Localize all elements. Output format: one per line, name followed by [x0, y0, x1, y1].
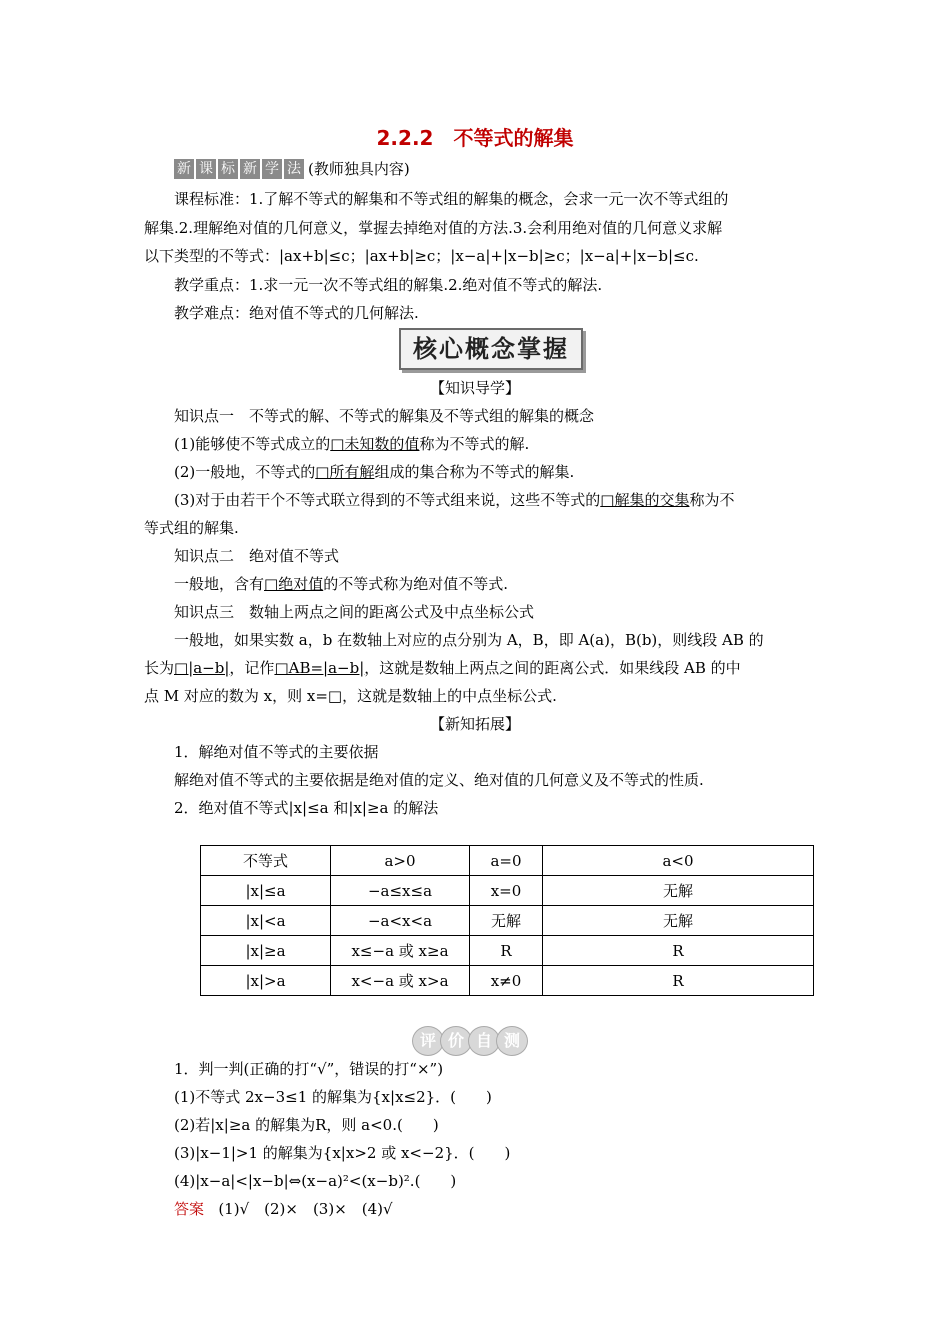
table-row — [201, 966, 814, 996]
text: 长为 — [144, 659, 175, 677]
table-row — [201, 936, 814, 966]
standards-line-3: 以下类型的不等式：|ax+b|≤c；|ax+b|≥c；|x−a|+|x−b|≥c；|x−a|+|x−b|≤c. — [144, 247, 699, 265]
tag-box: 标 — [218, 159, 238, 179]
quiz-answer — [174, 1198, 393, 1220]
eval-circle: 评 — [412, 1026, 444, 1056]
text: 称为不等式的解. — [419, 435, 530, 453]
k1-p2 — [174, 461, 574, 483]
table-cell: x<−a 或 x>a — [331, 966, 470, 996]
eval-circle: 自 — [468, 1026, 500, 1056]
k2-p — [174, 573, 508, 595]
table-header-cell: a<0 — [543, 846, 814, 876]
difficulty: 教学难点：绝对值不等式的几何解法. — [174, 304, 419, 322]
table-header-cell: 不等式 — [201, 846, 331, 876]
table-header-cell: a=0 — [470, 846, 543, 876]
k3-l1: 一般地，如果实数 a，b 在数轴上对应的点分别为 A，B，即 A(a)，B(b)，则线段 AB 的 — [174, 631, 764, 649]
answer-text: (1)√ (2)× (3)× (4)√ — [218, 1200, 393, 1218]
table-cell: −a≤x≤a — [331, 876, 470, 906]
fill-blank: □|a−b| — [174, 659, 230, 677]
k1-p3-cont: 等式组的解集. — [144, 519, 239, 537]
table-cell: R — [543, 936, 814, 966]
text: ，记作 — [229, 659, 275, 677]
table-header-cell: a>0 — [331, 846, 470, 876]
text: 称为不 — [689, 491, 735, 509]
table-cell: R — [470, 936, 543, 966]
solution-table — [200, 845, 814, 996]
guide-heading: 【知识导学】 — [429, 379, 520, 397]
tag-box: 学 — [262, 159, 282, 179]
fill-blank: □解集的交集 — [600, 491, 690, 509]
tag-box: 法 — [284, 159, 304, 179]
table-cell: 无解 — [543, 876, 814, 906]
k3-l3: 点 M 对应的数为 x，则 x=□，这就是数轴上的中点坐标公式. — [144, 687, 557, 705]
fill-blank: □所有解 — [315, 463, 375, 481]
k1-p3 — [174, 489, 734, 511]
tag-note: (教师独具内容) — [308, 160, 410, 178]
table-cell: |x|<a — [201, 906, 331, 936]
eval-title — [412, 1026, 524, 1056]
answer-label: 答案 — [174, 1200, 205, 1218]
text: (2)一般地，不等式的 — [174, 463, 316, 481]
table-cell: x=0 — [470, 876, 543, 906]
eval-circle: 测 — [496, 1026, 528, 1056]
quiz-item: (1)不等式 2x−3≤1 的解集为{x|x≤2}．( ) — [174, 1088, 492, 1106]
text: (1)能够使不等式成立的 — [174, 435, 331, 453]
ext-h1: 1．解绝对值不等式的主要依据 — [174, 743, 379, 761]
quiz-item: (4)|x−a|<|x−b|⇔(x−a)²<(x−b)².( ) — [174, 1172, 457, 1190]
table-row — [201, 906, 814, 936]
ext-heading: 【新知拓展】 — [429, 715, 520, 733]
text: 的不等式称为绝对值不等式. — [323, 575, 508, 593]
text: ，这就是数轴上两点之间的距离公式．如果线段 AB 的中 — [364, 659, 741, 677]
tag-box: 新 — [174, 159, 194, 179]
table-cell: x≤−a 或 x≥a — [331, 936, 470, 966]
eval-circle: 价 — [440, 1026, 472, 1056]
quiz-item: (2)若|x|≥a 的解集为R，则 a<0.( ) — [174, 1116, 439, 1134]
text: (3)对于由若干个不等式联立得到的不等式组来说，这些不等式的 — [174, 491, 601, 509]
page-title: 2.2.2 不等式的解集 — [376, 126, 574, 150]
fill-blank: □绝对值 — [264, 575, 324, 593]
tag-row — [174, 158, 410, 179]
table-cell: |x|≤a — [201, 876, 331, 906]
table-row — [201, 876, 814, 906]
key-point: 教学重点：1.求一元一次不等式组的解集.2.绝对值不等式的解法. — [174, 276, 603, 294]
table-cell: x≠0 — [470, 966, 543, 996]
table-cell: −a<x<a — [331, 906, 470, 936]
table-header-row — [201, 846, 814, 876]
fill-blank: □未知数的值 — [330, 435, 420, 453]
ext-h2: 2．绝对值不等式|x|≤a 和|x|≥a 的解法 — [174, 799, 439, 817]
k3-heading: 知识点三 数轴上两点之间的距离公式及中点坐标公式 — [174, 603, 535, 621]
table-cell: |x|≥a — [201, 936, 331, 966]
standards-line-1: 课程标准：1.了解不等式的解集和不等式组的解集的概念，会求一元一次不等式组的 — [174, 190, 729, 208]
standards-line-2: 解集.2.理解绝对值的几何意义，掌握去掉绝对值的方法.3.会利用绝对值的几何意义求解 — [144, 219, 723, 237]
table-cell: |x|>a — [201, 966, 331, 996]
section-title: 核心概念掌握 — [399, 328, 583, 370]
tag-box: 课 — [196, 159, 216, 179]
text: 组成的集合称为不等式的解集. — [374, 463, 575, 481]
k2-heading: 知识点二 绝对值不等式 — [174, 547, 340, 565]
quiz-item: (3)|x−1|>1 的解集为{x|x>2 或 x<−2}．( ) — [174, 1144, 511, 1162]
table-cell: R — [543, 966, 814, 996]
tag-box: 新 — [240, 159, 260, 179]
text: 一般地，含有 — [174, 575, 265, 593]
k1-heading: 知识点一 不等式的解、不等式的解集及不等式组的解集的概念 — [174, 407, 595, 425]
table-cell: 无解 — [543, 906, 814, 936]
table-cell: 无解 — [470, 906, 543, 936]
k1-p1 — [174, 433, 529, 455]
k3-l2 — [144, 657, 741, 679]
fill-blank: □AB=|a−b| — [274, 659, 365, 677]
quiz-heading: 1．判一判(正确的打“√”，错误的打“×”) — [174, 1060, 444, 1078]
ext-p1: 解绝对值不等式的主要依据是绝对值的定义、绝对值的几何意义及不等式的性质. — [174, 771, 704, 789]
